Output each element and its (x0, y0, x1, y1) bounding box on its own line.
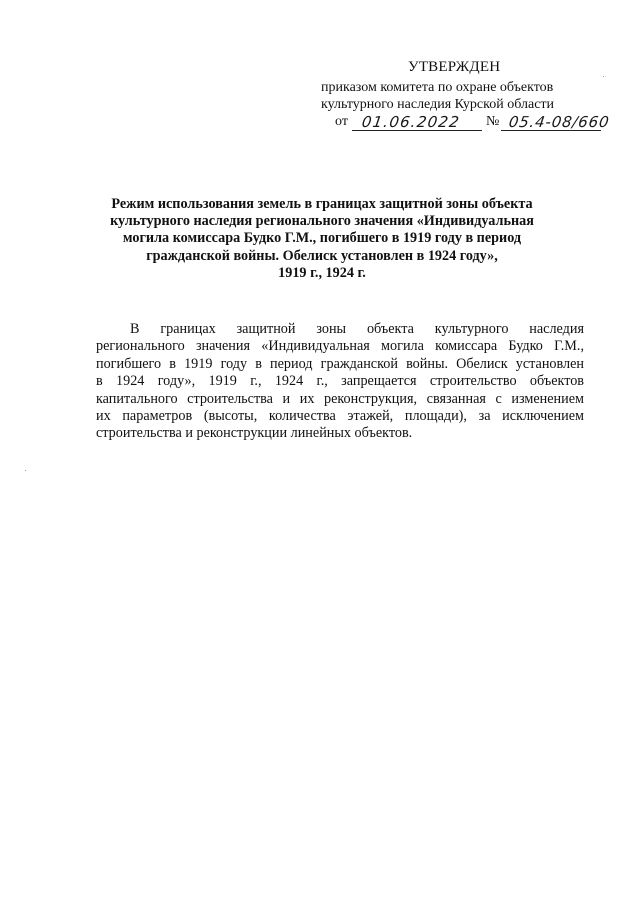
heading-line: могила комиссара Будко Г.М., погибшего в 1919 году в период (122, 230, 522, 247)
handwritten-date: 01.06.2022 (360, 113, 462, 131)
approval-committee-line: культурного наследия Курской области (321, 97, 555, 112)
scan-speck (603, 76, 604, 77)
scan-speck (25, 470, 26, 471)
document-body (96, 321, 584, 443)
heading-line: 1919 г., 1924 г. (278, 264, 366, 281)
body-line: капитального строительства и их реконструкция, связанная с изменением (96, 390, 584, 407)
approval-order-line: приказом комитета по охране объектов (321, 80, 554, 95)
body-line: В границах защитной зоны объекта культурного наследия (130, 321, 584, 337)
approval-block (318, 58, 618, 133)
document-heading (96, 196, 548, 282)
heading-line: гражданской войны. Обелиск установлен в 1924 году», (146, 247, 498, 264)
number-field (501, 113, 611, 131)
date-field (352, 114, 482, 131)
date-prefix: от (335, 114, 348, 129)
handwritten-number: 05.4-08/660 (508, 113, 611, 131)
number-prefix: № (485, 114, 500, 129)
body-line: погибшего в 1919 году в период гражданской войны. Обелиск установлен (96, 355, 584, 372)
heading-line: культурного наследия регионального значения «Индивидуальная (110, 213, 534, 230)
body-line: их параметров (высоты, количества этажей, площади), за исключением (96, 408, 584, 425)
heading-line: Режим использования земель в границах защитной зоны объекта (111, 196, 533, 212)
body-line: регионального значения «Индивидуальная могила комиссара Будко Г.М., (96, 338, 584, 355)
body-line: строительства и реконструкции линейных объектов. (96, 425, 413, 442)
approval-title: УТВЕРЖДЕН (408, 59, 501, 75)
approval-date-number-row (335, 113, 618, 133)
body-line: в 1924 году», 1919 г., 1924 г., запрещается строительство объектов (96, 373, 584, 390)
